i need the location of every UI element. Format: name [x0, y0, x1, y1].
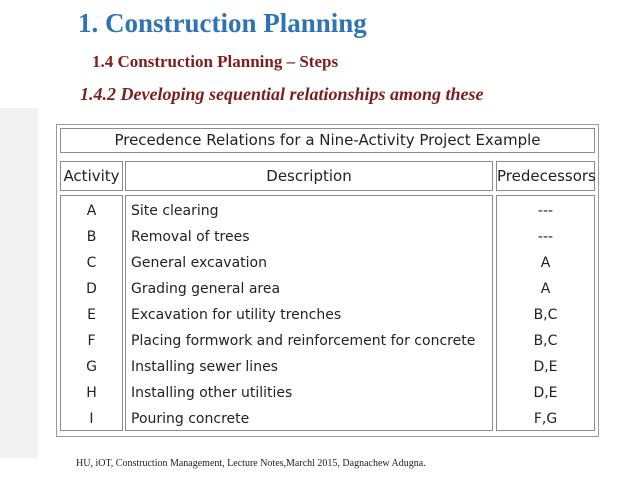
predecessors-cell: A [540, 281, 551, 297]
precedence-table [56, 124, 599, 437]
description-cell: Grading general area [131, 281, 281, 297]
predecessors-cell: B,C [533, 307, 558, 323]
predecessors-cell: F,G [533, 411, 558, 427]
activity-cell: A [86, 203, 97, 219]
activity-cell: I [89, 411, 94, 427]
description-cell: Site clearing [131, 203, 219, 219]
description-column [125, 195, 493, 431]
predecessors-cell: --- [537, 229, 554, 245]
activity-cell: F [87, 333, 96, 349]
predecessors-column [496, 195, 595, 431]
column-header-description: Description [125, 161, 493, 191]
activity-cell: B [86, 229, 97, 245]
description-cell: Pouring concrete [131, 411, 250, 427]
activity-cell: C [86, 255, 97, 271]
slide-side-panel [0, 108, 38, 458]
slide-footer: HU, iOT, Construction Management, Lecture Notes,Marchl 2015, Dagnachew Adugna. [76, 458, 426, 469]
description-cell: Placing formwork and reinforcement for concrete [131, 333, 476, 349]
slide-title: 1. Construction Planning [78, 8, 367, 38]
description-cell: Installing other utilities [131, 385, 293, 401]
description-cell: Excavation for utility trenches [131, 307, 342, 323]
slide-section-heading: 1.4.2 Developing sequential relationships among these [80, 84, 484, 104]
column-header-predecessors: Predecessors [496, 161, 595, 191]
description-cell: General excavation [131, 255, 267, 271]
slide-subtitle: 1.4 Construction Planning – Steps [92, 52, 339, 71]
column-header-activity: Activity [60, 161, 123, 191]
predecessors-cell: B,C [533, 333, 558, 349]
description-cell: Removal of trees [131, 229, 250, 245]
activity-cell: E [87, 307, 96, 323]
activity-column [60, 195, 123, 431]
activity-cell: G [86, 359, 97, 375]
predecessors-cell: D,E [533, 385, 558, 401]
activity-cell: D [86, 281, 97, 297]
description-cell: Installing sewer lines [131, 359, 278, 375]
predecessors-cell: D,E [533, 359, 558, 375]
predecessors-cell: A [540, 255, 551, 271]
table-caption: Precedence Relations for a Nine-Activity Project Example [60, 128, 595, 153]
predecessors-cell: --- [537, 203, 554, 219]
activity-cell: H [86, 385, 97, 401]
